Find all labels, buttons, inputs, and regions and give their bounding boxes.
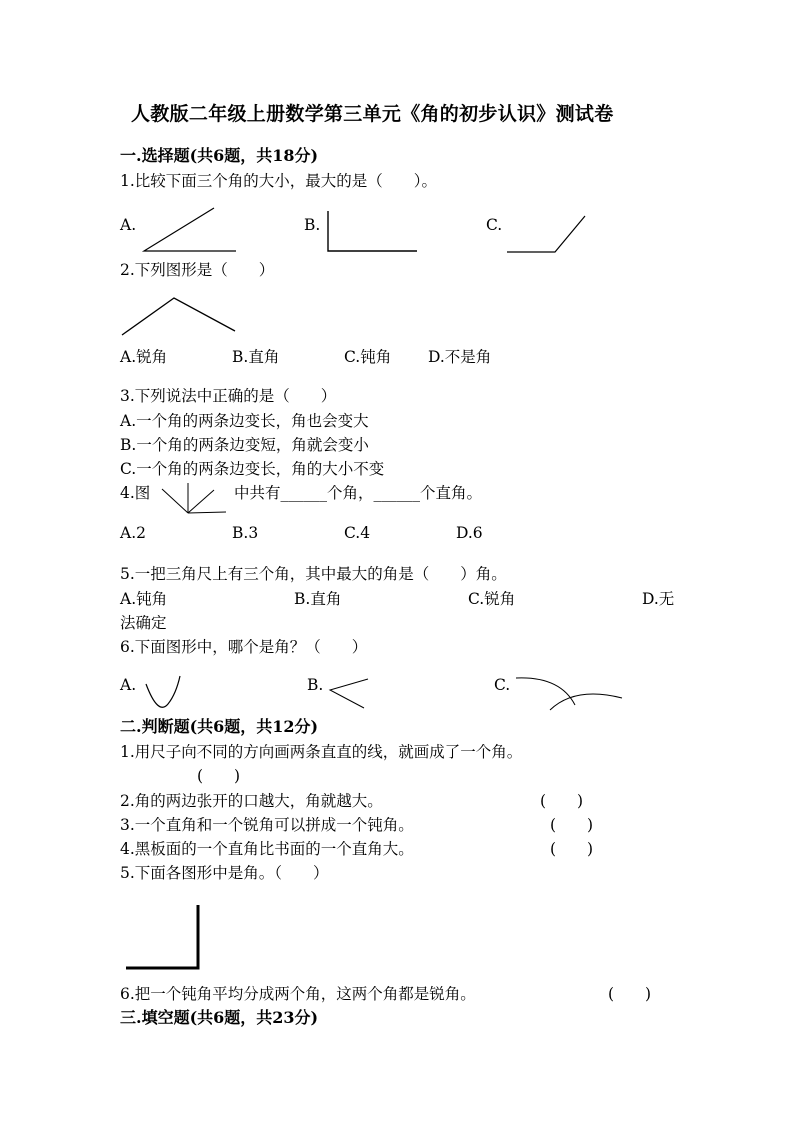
q1-2-text: 2.下列图形是（ ）: [120, 261, 275, 279]
q1-6-option-b: B.: [307, 676, 324, 694]
section-1-heading: 一.选择题(共6题，共18分): [120, 146, 319, 165]
q2-1-text: 1.用尺子向不同的方向画两条直直的线，就画成了一个角。: [120, 743, 523, 761]
section-2-heading: 二.判断题(共6题，共12分): [120, 717, 319, 736]
q2-1-paren: ( ): [197, 767, 241, 785]
q1-3-option-a: A.一个角的两条边变长，角也会变大: [120, 412, 369, 430]
q1-1-text: 1.比较下面三个角的大小，最大的是（ ）。: [120, 172, 438, 190]
page-title: 人教版二年级上册数学第三单元《角的初步认识》测试卷: [131, 103, 614, 125]
q1-4-text-pre: 4.图: [120, 484, 151, 502]
q1-5-text: 5.一把三角尺上有三个角，其中最大的角是（ ）角。: [120, 565, 507, 583]
q1-4-option-b: B.3: [232, 524, 259, 542]
q2-6-text: 6.把一个钝角平均分成两个角，这两个角都是锐角。: [120, 985, 476, 1003]
q1-5-option-d-line2: 法确定: [120, 614, 167, 632]
q1-3-option-c: C.一个角的两条边变长，角的大小不变: [120, 460, 385, 478]
q1-4-option-c: C.4: [344, 524, 371, 542]
q1-5-option-c: C.锐角: [468, 590, 516, 608]
q1-1-option-b: B.: [304, 216, 321, 234]
q1-6-option-c: C.: [494, 676, 511, 694]
q1-4-text-post: 中共有______个角，______个直角。: [234, 484, 483, 502]
q1-1-option-a: A.: [120, 216, 137, 234]
q1-1-option-c: C.: [486, 216, 503, 234]
q2-6-paren: ( ): [608, 985, 652, 1003]
q1-4-option-d: D.6: [456, 524, 483, 542]
q1-2-option-d: D.不是角: [428, 348, 492, 366]
q1-2-option-a: A.锐角: [120, 348, 168, 366]
q2-3-paren: ( ): [550, 816, 594, 834]
q2-2-paren: ( ): [540, 792, 584, 810]
q2-2-text: 2.角的两边张开的口越大，角就越大。: [120, 792, 383, 810]
q2-4-text: 4.黑板面的一个直角比书面的一个直角大。: [120, 840, 414, 858]
section-3-heading: 三.填空题(共6题，共23分): [120, 1008, 319, 1027]
q2-4-paren: ( ): [550, 840, 594, 858]
q1-4-option-a: A.2: [120, 524, 146, 542]
q1-6-text: 6.下面图形中，哪个是角？（ ）: [120, 638, 368, 656]
q2-3-text: 3.一个直角和一个锐角可以拼成一个钝角。: [120, 816, 414, 834]
q1-6-option-a: A.: [120, 676, 137, 694]
q1-3-option-b: B.一个角的两条边变短，角就会变小: [120, 436, 369, 454]
q1-5-option-a: A.钝角: [120, 590, 168, 608]
q2-5-text: 5.下面各图形中是角。（ ）: [120, 864, 329, 882]
q1-2-option-c: C.钝角: [344, 348, 392, 366]
q1-5-option-b: B.直角: [294, 590, 342, 608]
q1-3-text: 3.下列说法中正确的是（ ）: [120, 387, 337, 405]
q1-5-option-d-line1: D.无: [642, 590, 675, 608]
q1-2-option-b: B.直角: [232, 348, 280, 366]
